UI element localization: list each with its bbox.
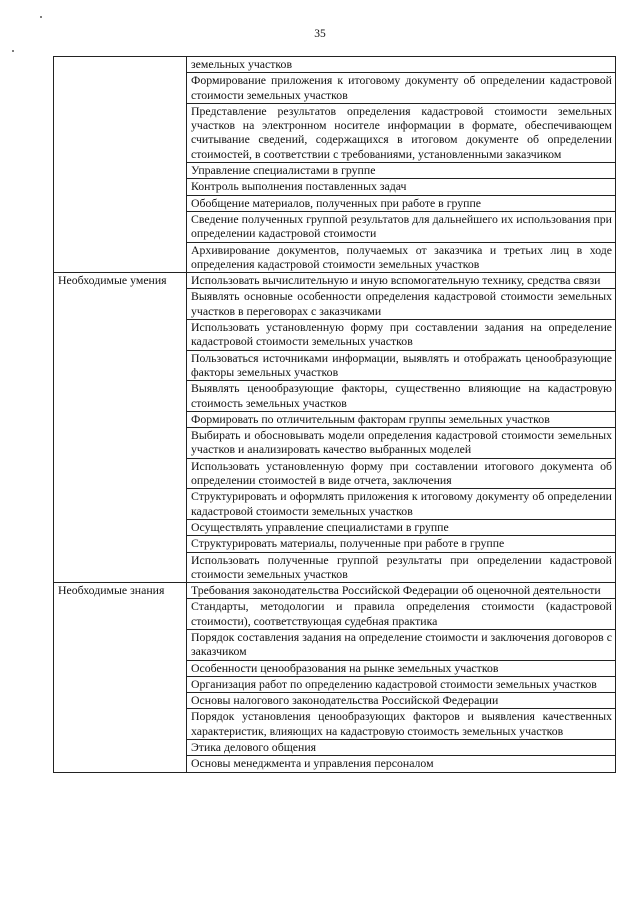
table-cell: Основы менеджмента и управления персоналом: [187, 756, 616, 772]
table-cell: Структурировать материалы, полученные при работе в группе: [187, 536, 616, 552]
table-cell: Представление результатов определения кадастровой стоимости земельных участков на электронном носителе информации в формате, обеспечивающем считывание сведений, содержащихся в итоговом документе об определении стоимостей, в соответствии с требованиями, установленными заказчиком: [187, 103, 616, 162]
table-cell: Требования законодательства Российской Федерации об оценочной деятельности: [187, 583, 616, 599]
scan-speck: [12, 50, 14, 52]
table-row: [54, 583, 616, 599]
table-row: [54, 57, 616, 73]
table-cell: Структурировать и оформлять приложения к итоговому документу об определении кадастровой стоимости земельных участков: [187, 489, 616, 520]
table-cell: земельных участков: [187, 57, 616, 73]
table-cell: Пользоваться источниками информации, выявлять и отображать ценообразующие факторы земельных участков: [187, 350, 616, 381]
table-cell: Основы налогового законодательства Российской Федерации: [187, 693, 616, 709]
table-cell: Организация работ по определению кадастровой стоимости земельных участков: [187, 676, 616, 692]
requirements-table: [53, 56, 616, 773]
table-cell: Порядок установления ценообразующих факторов и выявления качественных характеристик, влияющих на кадастровую стоимость земельных участков: [187, 709, 616, 740]
table-cell: Обобщение материалов, полученных при работе в группе: [187, 195, 616, 211]
table-cell: Управление специалистами в группе: [187, 163, 616, 179]
table-cell: Выявлять ценообразующие факторы, существенно влияющие на кадастровую стоимость земельных участков: [187, 381, 616, 412]
table-cell: Контроль выполнения поставленных задач: [187, 179, 616, 195]
table-cell: Использовать установленную форму при составлении задания на определение кадастровой стоимости земельных участков: [187, 320, 616, 351]
table-cell: Порядок составления задания на определение стоимости и заключения договоров с заказчиком: [187, 629, 616, 660]
section-label: Необходимые умения: [54, 273, 187, 583]
table-row: [54, 273, 616, 289]
table-cell: Этика делового общения: [187, 740, 616, 756]
table-cell: Сведение полученных группой результатов для дальнейшего их использования при определении кадастровой стоимости: [187, 211, 616, 242]
table-cell: Формирование приложения к итоговому документу об определении кадастровой стоимости земельных участков: [187, 73, 616, 104]
table-cell: Особенности ценообразования на рынке земельных участков: [187, 660, 616, 676]
page-number: 35: [314, 28, 326, 40]
section-label: [54, 57, 187, 273]
section-label: Необходимые знания: [54, 583, 187, 773]
table-cell: Использовать полученные группой результаты при определении кадастровой стоимости земельных участков: [187, 552, 616, 583]
table-cell: Использовать установленную форму при составлении итогового документа об определении стоимостей в виде отчета, заключения: [187, 458, 616, 489]
table-cell: Выявлять основные особенности определения кадастровой стоимости земельных участков в переговорах с заказчиками: [187, 289, 616, 320]
table-cell: Использовать вычислительную и иную вспомогательную технику, средства связи: [187, 273, 616, 289]
scan-speck: [40, 16, 42, 18]
table-cell: Архивирование документов, получаемых от заказчика и третьих лиц в ходе определения кадастровой стоимости земельных участков: [187, 242, 616, 273]
table-cell: Осуществлять управление специалистами в группе: [187, 519, 616, 535]
table-cell: Формировать по отличительным факторам группы земельных участков: [187, 411, 616, 427]
table-cell: Стандарты, методологии и правила определения стоимости (кадастровой стоимости), соответствующая судебная практика: [187, 599, 616, 630]
table-cell: Выбирать и обосновывать модели определения кадастровой стоимости земельных участков и анализировать качество выбранных моделей: [187, 428, 616, 459]
